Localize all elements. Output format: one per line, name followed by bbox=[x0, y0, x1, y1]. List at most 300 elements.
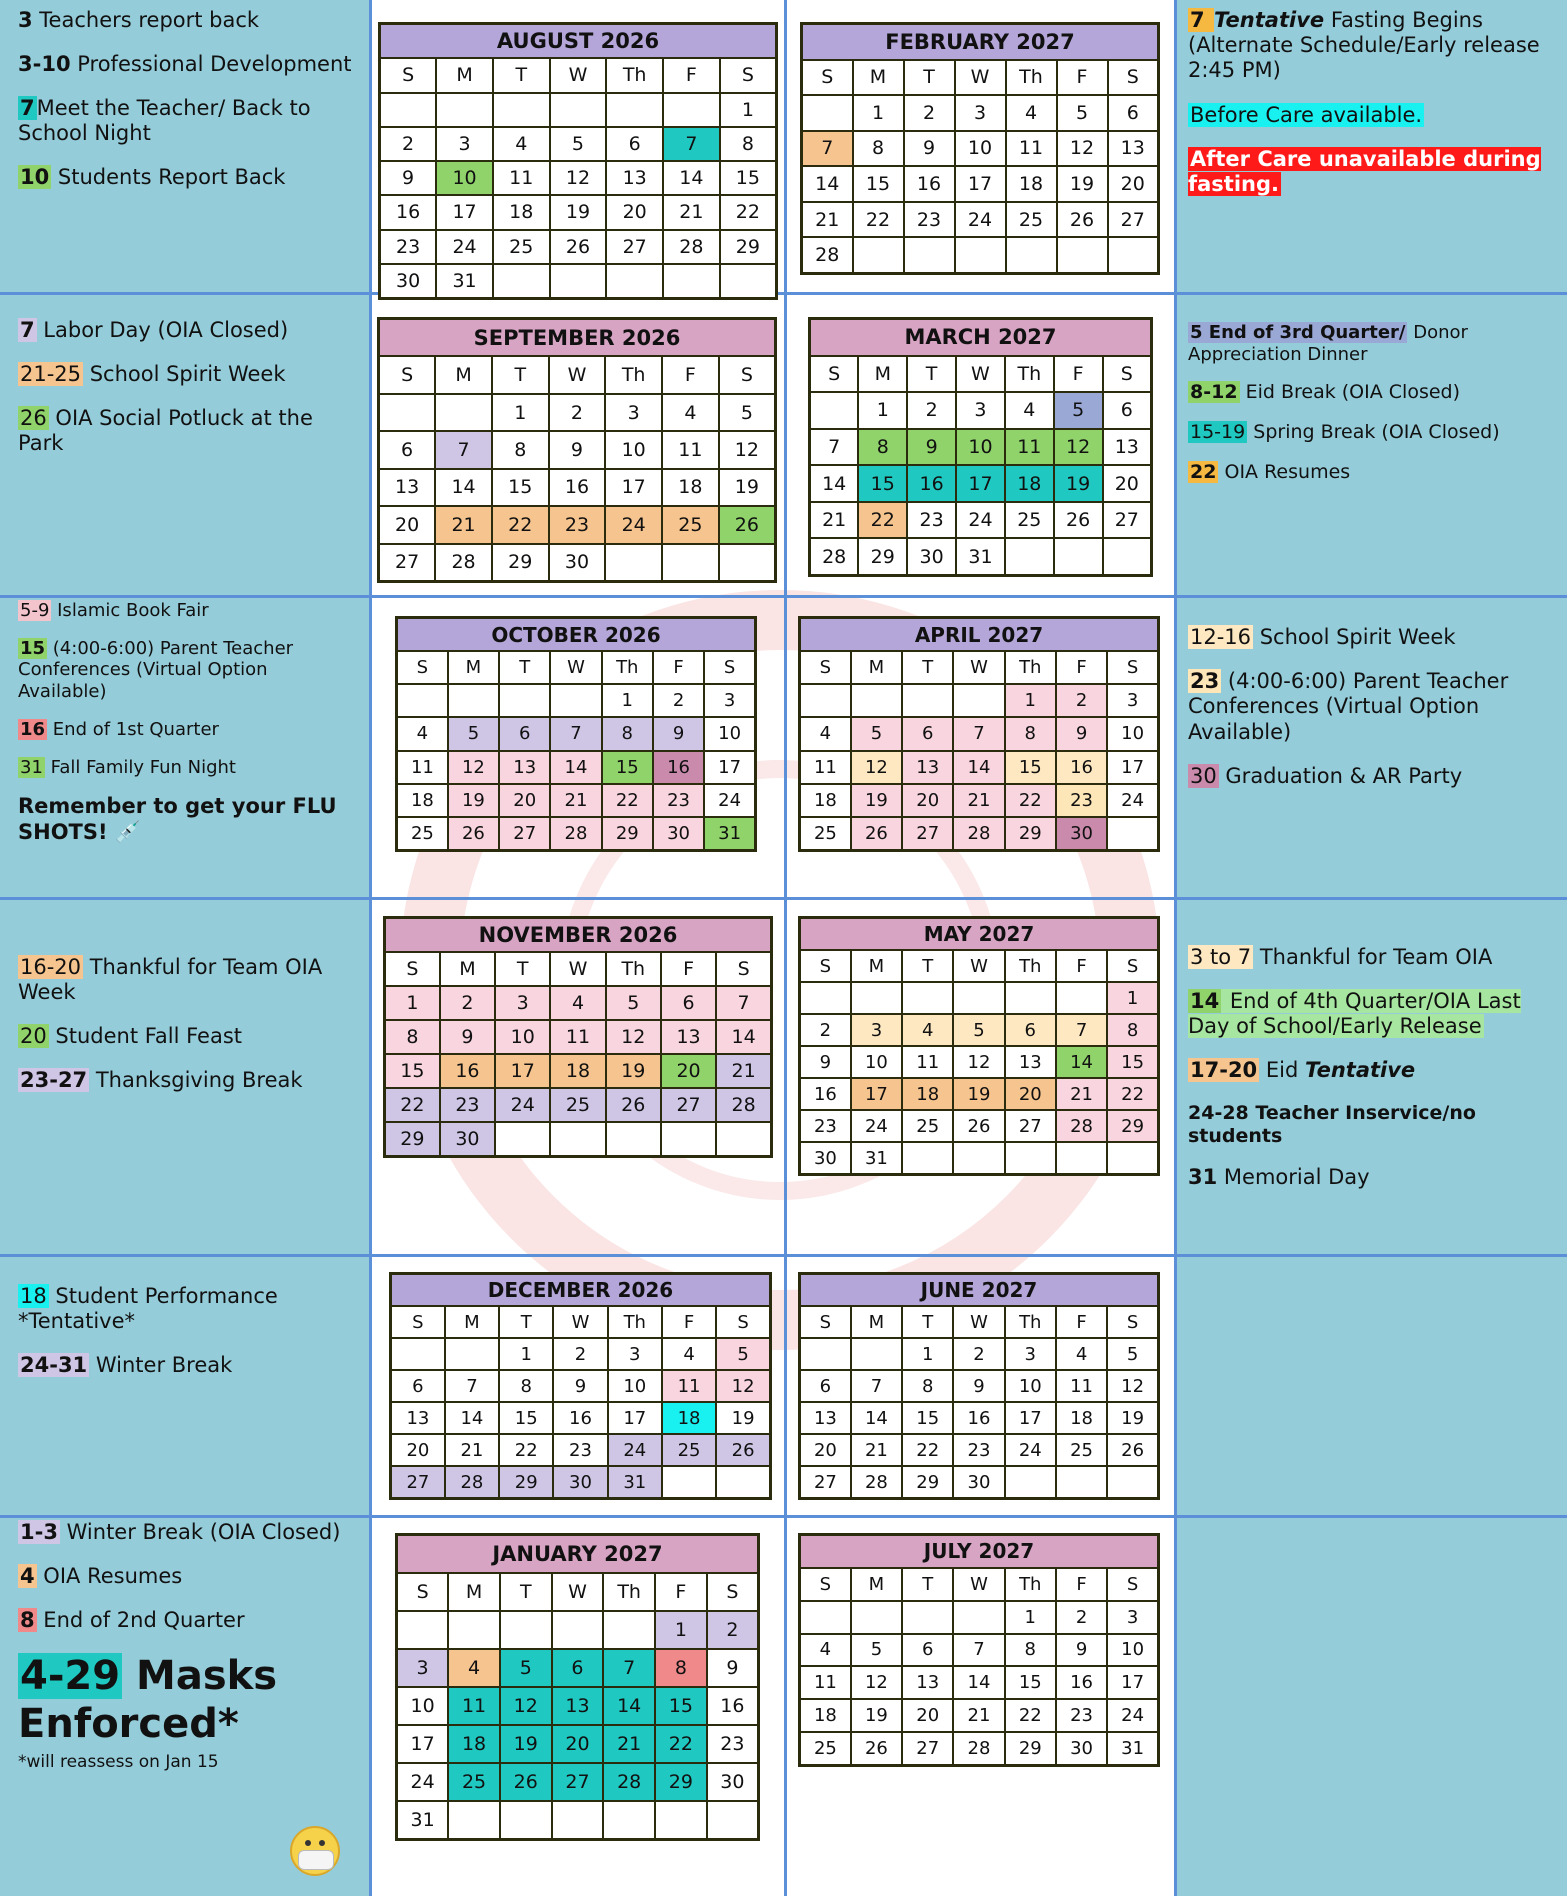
calendar-week-row bbox=[379, 544, 776, 582]
calendar-day: 22 bbox=[499, 1434, 553, 1466]
calendar-day: 25 bbox=[493, 230, 550, 264]
calendar-feb-2027 bbox=[800, 22, 1160, 275]
calendar-empty-day bbox=[800, 1338, 851, 1370]
calendar-day: 1 bbox=[1005, 684, 1056, 717]
calendar-day: 23 bbox=[549, 506, 606, 543]
right-note bbox=[1188, 764, 1560, 789]
note-highlight: 3 to 7 bbox=[1190, 945, 1252, 969]
weekday-label: W bbox=[953, 651, 1004, 684]
note-highlight: 26 bbox=[20, 406, 47, 431]
calendar-day: 8 bbox=[902, 1370, 953, 1402]
note-text: School Spirit Week bbox=[1253, 625, 1456, 649]
calendar-day: 24 bbox=[436, 230, 493, 264]
calendar-day: 27 bbox=[379, 544, 436, 582]
note-highlight: 15-19 bbox=[1190, 421, 1246, 444]
calendar-empty-day bbox=[902, 982, 953, 1014]
weekday-label: T bbox=[902, 1568, 953, 1601]
calendar-day: 29 bbox=[1005, 817, 1056, 851]
weekday-label: S bbox=[379, 356, 436, 393]
calendar-weekday-row bbox=[800, 1306, 1159, 1338]
note-highlight: 8-12 bbox=[1190, 381, 1238, 404]
right-note bbox=[1188, 381, 1560, 404]
calendar-day: 19 bbox=[1054, 465, 1103, 502]
calendar-day: 11 bbox=[493, 161, 550, 195]
calendar-week-row bbox=[379, 431, 776, 468]
calendar-day: 6 bbox=[902, 717, 953, 750]
weekday-label: W bbox=[953, 950, 1004, 982]
calendar-day: 21 bbox=[810, 502, 859, 539]
calendar-day: 17 bbox=[1107, 751, 1158, 784]
calendar-day: 23 bbox=[1056, 784, 1107, 817]
calendar-day: 4 bbox=[397, 717, 448, 750]
calendar-day: 22 bbox=[1107, 1078, 1158, 1110]
calendar-day: 13 bbox=[661, 1020, 716, 1054]
left-note bbox=[18, 52, 360, 77]
calendar-day: 9 bbox=[1056, 717, 1107, 750]
calendar-empty-day bbox=[1005, 982, 1056, 1014]
calendar-day: 31 bbox=[956, 538, 1005, 575]
right-note bbox=[1188, 103, 1560, 128]
calendar-jul-2027 bbox=[798, 1533, 1160, 1767]
calendar-day: 20 bbox=[661, 1054, 716, 1088]
calendar-day: 2 bbox=[549, 394, 606, 431]
weekday-label: Th bbox=[1005, 1568, 1056, 1601]
calendar-week-row bbox=[810, 429, 1152, 466]
weekday-label: M bbox=[445, 1306, 499, 1338]
mask-shape bbox=[298, 1850, 334, 1870]
calendar-day: 27 bbox=[661, 1088, 716, 1122]
calendar-day: 5 bbox=[500, 1649, 552, 1687]
calendar-dec-2026 bbox=[389, 1272, 772, 1500]
note-highlight: 7 bbox=[20, 318, 35, 342]
calendar-day: 20 bbox=[1005, 1078, 1056, 1110]
calendar-week-row bbox=[800, 1046, 1159, 1078]
calendar-day: 16 bbox=[800, 1078, 851, 1110]
weekday-label: T bbox=[492, 356, 549, 393]
calendar-day: 23 bbox=[800, 1110, 851, 1142]
calendar-day: 7 bbox=[802, 131, 853, 167]
calendar-day: 26 bbox=[719, 506, 776, 543]
note-highlight: 16 bbox=[20, 718, 46, 740]
calendar-day: 6 bbox=[661, 986, 716, 1020]
calendar-week-row bbox=[810, 502, 1152, 539]
calendar-day: 3 bbox=[1005, 1338, 1056, 1370]
calendar-week-row bbox=[800, 1142, 1159, 1175]
calendar-day: 13 bbox=[1108, 131, 1159, 167]
calendar-day: 19 bbox=[550, 195, 607, 229]
calendar-day: 16 bbox=[907, 465, 956, 502]
calendar-day: 17 bbox=[495, 1054, 550, 1088]
calendar-day: 17 bbox=[608, 1402, 662, 1434]
calendar-empty-day bbox=[662, 544, 719, 582]
calendar-day: 29 bbox=[385, 1122, 440, 1157]
calendar-day: 21 bbox=[663, 195, 720, 229]
calendar-week-row bbox=[800, 982, 1159, 1014]
note-text: Labor Day (OIA Closed) bbox=[36, 318, 289, 342]
calendar-day: 28 bbox=[550, 817, 601, 851]
note-highlight: 17-20 bbox=[1190, 1058, 1258, 1083]
weekday-label: Th bbox=[606, 952, 661, 986]
calendar-day: 25 bbox=[397, 817, 448, 851]
calendar-week-row bbox=[385, 986, 772, 1020]
calendar-empty-day bbox=[719, 544, 776, 582]
calendar-day: 24 bbox=[851, 1110, 902, 1142]
calendar-day: 30 bbox=[800, 1142, 851, 1175]
calendar-day: 4 bbox=[493, 127, 550, 161]
calendar-day: 4 bbox=[662, 394, 719, 431]
note-text: 3-10 bbox=[18, 52, 71, 77]
weekday-label: W bbox=[553, 1306, 607, 1338]
calendar-day: 13 bbox=[606, 161, 663, 195]
weekday-label: F bbox=[1054, 356, 1103, 393]
calendar-day: 16 bbox=[1056, 751, 1107, 784]
calendar-empty-day bbox=[902, 1142, 953, 1175]
calendar-day: 16 bbox=[904, 166, 955, 202]
weekday-label: W bbox=[953, 1306, 1004, 1338]
left-note bbox=[18, 318, 360, 343]
calendar-empty-day bbox=[720, 264, 777, 299]
calendar-day: 10 bbox=[608, 1370, 662, 1402]
calendar-day: 28 bbox=[953, 817, 1004, 851]
calendar-day: 20 bbox=[499, 784, 550, 817]
calendar-day: 17 bbox=[605, 469, 662, 506]
calendar-month-title: DECEMBER 2026 bbox=[391, 1274, 771, 1307]
calendar-week-row bbox=[800, 1601, 1159, 1634]
calendar-day: 30 bbox=[707, 1763, 759, 1801]
calendar-weekday-row bbox=[800, 950, 1159, 982]
calendar-day: 15 bbox=[1005, 1666, 1056, 1699]
calendar-day: 12 bbox=[719, 431, 776, 468]
calendar-week-row bbox=[391, 1434, 771, 1466]
calendar-weekday-row bbox=[379, 356, 776, 393]
calendar-sep-2026 bbox=[377, 317, 777, 583]
weekday-label: M bbox=[440, 952, 495, 986]
calendar-title-row bbox=[810, 319, 1152, 356]
calendar-day: 25 bbox=[800, 1732, 851, 1765]
calendar-week-row bbox=[391, 1466, 771, 1499]
calendar-day: 29 bbox=[1107, 1110, 1158, 1142]
calendar-day: 8 bbox=[602, 717, 653, 750]
calendar-empty-day bbox=[663, 264, 720, 299]
calendar-title-row bbox=[800, 918, 1159, 951]
calendar-empty-day bbox=[1005, 1466, 1056, 1499]
calendar-day: 2 bbox=[907, 392, 956, 429]
calendar-day: 29 bbox=[1005, 1732, 1056, 1765]
calendar-title-row bbox=[380, 24, 777, 59]
right-note bbox=[1188, 989, 1560, 1039]
calendar-empty-day bbox=[1108, 237, 1159, 273]
calendar-empty-day bbox=[499, 684, 550, 717]
weekday-label: Th bbox=[602, 651, 653, 684]
calendar-day: 14 bbox=[810, 465, 859, 502]
calendar-empty-day bbox=[493, 264, 550, 299]
weekday-label: T bbox=[499, 1306, 553, 1338]
weekday-label: F bbox=[655, 1573, 707, 1611]
calendar-jun-2027 bbox=[798, 1272, 1160, 1500]
calendar-day: 16 bbox=[653, 751, 704, 784]
calendar-day: 16 bbox=[549, 469, 606, 506]
calendar-week-row bbox=[380, 264, 777, 299]
calendar-day: 10 bbox=[605, 431, 662, 468]
note-highlight: 22 bbox=[1190, 461, 1217, 484]
calendar-day: 28 bbox=[851, 1466, 902, 1499]
calendar-day: 6 bbox=[1108, 95, 1159, 131]
calendar-day: 22 bbox=[858, 502, 907, 539]
left-note bbox=[18, 1564, 360, 1589]
calendar-day: 24 bbox=[1107, 784, 1158, 817]
calendar-day: 24 bbox=[605, 506, 662, 543]
calendar-day: 18 bbox=[448, 1725, 500, 1763]
left-note bbox=[18, 1752, 360, 1772]
calendar-day: 12 bbox=[851, 1666, 902, 1699]
weekday-label: S bbox=[800, 651, 851, 684]
calendar-may-2027 bbox=[798, 916, 1160, 1176]
calendar-day: 27 bbox=[552, 1763, 604, 1801]
right-note bbox=[1188, 945, 1560, 970]
calendar-day: 25 bbox=[448, 1763, 500, 1801]
note-text: Meet the Teacher/ Back to School Night bbox=[18, 96, 311, 146]
calendar-day: 27 bbox=[1005, 1110, 1056, 1142]
weekday-label: S bbox=[707, 1573, 759, 1611]
calendar-day: 18 bbox=[662, 469, 719, 506]
calendar-day: 23 bbox=[1056, 1699, 1107, 1732]
calendar-day: 15 bbox=[1005, 751, 1056, 784]
note-text: 31 bbox=[1188, 1165, 1218, 1190]
weekday-label: S bbox=[1107, 651, 1158, 684]
calendar-day: 28 bbox=[603, 1763, 655, 1801]
calendar-title-row bbox=[800, 618, 1159, 652]
calendar-week-row bbox=[800, 1732, 1159, 1765]
calendar-empty-day bbox=[436, 93, 493, 127]
weekday-label: F bbox=[1056, 651, 1107, 684]
note-highlight: 23-27 bbox=[20, 1068, 88, 1093]
calendar-day: 22 bbox=[492, 506, 549, 543]
calendar-week-row bbox=[397, 1611, 759, 1649]
calendar-day: 14 bbox=[953, 751, 1004, 784]
calendar-day: 20 bbox=[902, 1699, 953, 1732]
calendar-day: 18 bbox=[550, 1054, 605, 1088]
calendar-day: 20 bbox=[902, 784, 953, 817]
calendar-day: 10 bbox=[397, 1687, 449, 1725]
calendar-week-row bbox=[800, 751, 1159, 784]
calendar-empty-day bbox=[448, 1611, 500, 1649]
right-note bbox=[1188, 147, 1560, 197]
calendar-day: 1 bbox=[1107, 982, 1158, 1014]
calendar-empty-day bbox=[606, 93, 663, 127]
calendar-day: 13 bbox=[1005, 1046, 1056, 1078]
calendar-day: 29 bbox=[720, 230, 777, 264]
calendar-day: 8 bbox=[499, 1370, 553, 1402]
calendar-empty-day bbox=[397, 1611, 449, 1649]
calendar-day: 6 bbox=[391, 1370, 445, 1402]
calendar-day: 22 bbox=[853, 202, 904, 238]
calendar-day: 15 bbox=[1107, 1046, 1158, 1078]
calendar-day: 9 bbox=[707, 1649, 759, 1687]
calendar-day: 21 bbox=[716, 1054, 771, 1088]
calendar-empty-day bbox=[707, 1801, 759, 1840]
calendar-day: 11 bbox=[550, 1020, 605, 1054]
left-note bbox=[18, 362, 360, 387]
right-note bbox=[1188, 1165, 1560, 1190]
calendar-week-row bbox=[802, 95, 1159, 131]
calendar-day: 18 bbox=[1005, 465, 1054, 502]
left-notes bbox=[18, 600, 360, 849]
calendar-day: 25 bbox=[662, 506, 719, 543]
calendar-day: 2 bbox=[380, 127, 437, 161]
calendar-day: 11 bbox=[397, 751, 448, 784]
note-highlight: 30 bbox=[1190, 763, 1217, 788]
calendar-day: 5 bbox=[550, 127, 607, 161]
calendar-day: 6 bbox=[606, 127, 663, 161]
calendar-day: 2 bbox=[953, 1338, 1004, 1370]
weekday-label: Th bbox=[1005, 950, 1056, 982]
calendar-day: 23 bbox=[907, 502, 956, 539]
calendar-empty-day bbox=[448, 684, 499, 717]
right-note bbox=[1188, 322, 1560, 365]
calendar-day: 8 bbox=[492, 431, 549, 468]
calendar-day: 29 bbox=[902, 1466, 953, 1499]
note-text: Tentative bbox=[1304, 1058, 1416, 1083]
right-notes bbox=[1188, 625, 1560, 808]
calendar-day: 25 bbox=[550, 1088, 605, 1122]
calendar-empty-day bbox=[1103, 538, 1152, 575]
calendar-week-row bbox=[397, 1649, 759, 1687]
weekday-label: T bbox=[907, 356, 956, 393]
calendar-day: 1 bbox=[492, 394, 549, 431]
note-text: Fasting Begins (Alternate Schedule/Early release 2:45 PM) bbox=[1188, 8, 1540, 83]
note-text: End of 1st Quarter bbox=[47, 718, 219, 740]
weekday-label: T bbox=[500, 1573, 552, 1611]
calendar-weekday-row bbox=[385, 952, 772, 986]
calendar-week-row bbox=[800, 1634, 1159, 1667]
left-note bbox=[18, 96, 360, 146]
calendar-day: 21 bbox=[953, 784, 1004, 817]
weekday-label: S bbox=[397, 651, 448, 684]
calendar-day: 20 bbox=[800, 1434, 851, 1466]
calendar-day: 30 bbox=[380, 264, 437, 299]
calendar-week-row bbox=[802, 237, 1159, 273]
calendar-weekday-row bbox=[397, 651, 756, 684]
calendar-day: 24 bbox=[956, 502, 1005, 539]
calendar-month-title: MAY 2027 bbox=[800, 918, 1159, 951]
calendar-week-row bbox=[397, 1687, 759, 1725]
calendar-day: 10 bbox=[851, 1046, 902, 1078]
calendar-day: 26 bbox=[1057, 202, 1108, 238]
note-highlight: 5-9 bbox=[20, 600, 50, 621]
calendar-day: 6 bbox=[1005, 1014, 1056, 1046]
calendar-day: 7 bbox=[716, 986, 771, 1020]
weekday-label: S bbox=[380, 58, 437, 92]
note-text: Memorial Day bbox=[1217, 1165, 1370, 1190]
weekday-label: T bbox=[902, 1306, 953, 1338]
right-notes bbox=[1188, 322, 1560, 501]
calendar-day: 5 bbox=[719, 394, 776, 431]
calendar-empty-day bbox=[953, 982, 1004, 1014]
calendar-day: 28 bbox=[953, 1732, 1004, 1765]
weekday-label: M bbox=[851, 1568, 902, 1601]
calendar-day: 16 bbox=[553, 1402, 607, 1434]
weekday-label: S bbox=[391, 1306, 445, 1338]
calendar-empty-day bbox=[661, 1122, 716, 1157]
calendar-week-row bbox=[800, 1110, 1159, 1142]
calendar-day: 3 bbox=[397, 1649, 449, 1687]
note-text: Eid bbox=[1259, 1058, 1305, 1083]
calendar-day: 21 bbox=[802, 202, 853, 238]
calendar-day: 15 bbox=[902, 1402, 953, 1434]
calendar-title-row bbox=[800, 1274, 1159, 1307]
calendar-week-row bbox=[800, 1402, 1159, 1434]
weekday-label: F bbox=[663, 58, 720, 92]
weekday-label: S bbox=[704, 651, 755, 684]
weekday-label: S bbox=[810, 356, 859, 393]
right-notes-cell bbox=[1175, 1516, 1567, 1896]
weekday-label: W bbox=[955, 60, 1006, 96]
calendar-week-row bbox=[391, 1338, 771, 1370]
note-text: Remember to get your FLU SHOTS! 💉 bbox=[18, 794, 337, 844]
weekday-label: W bbox=[953, 1568, 1004, 1601]
calendar-day: 20 bbox=[1103, 465, 1152, 502]
calendar-day: 29 bbox=[499, 1466, 553, 1499]
note-text: End of 2nd Quarter bbox=[36, 1608, 245, 1633]
calendar-day: 28 bbox=[435, 544, 492, 582]
calendar-day: 8 bbox=[1107, 1014, 1158, 1046]
calendar-month-title: OCTOBER 2026 bbox=[397, 618, 756, 652]
calendar-day: 11 bbox=[448, 1687, 500, 1725]
note-highlight: 5 End of 3rd Quarter/ bbox=[1190, 322, 1406, 343]
weekday-label: W bbox=[956, 356, 1005, 393]
note-text: Winter Break bbox=[89, 1353, 233, 1378]
calendar-month-title: NOVEMBER 2026 bbox=[385, 918, 772, 953]
calendar-empty-day bbox=[379, 394, 436, 431]
note-highlight: 4 bbox=[20, 1564, 35, 1589]
calendar-week-row bbox=[802, 166, 1159, 202]
note-highlight: 21-25 bbox=[20, 362, 82, 387]
left-note bbox=[18, 1024, 360, 1049]
calendar-title-row bbox=[397, 1535, 759, 1574]
calendar-empty-day bbox=[853, 237, 904, 273]
calendar-week-row bbox=[385, 1088, 772, 1122]
calendar-month-title: JUNE 2027 bbox=[800, 1274, 1159, 1307]
calendar-empty-day bbox=[495, 1122, 550, 1157]
calendar-weekday-row bbox=[800, 1568, 1159, 1601]
note-highlight: 1-3 bbox=[20, 1520, 58, 1544]
weekday-label: S bbox=[1107, 1306, 1158, 1338]
note-highlight: After Care unavailable during fasting. bbox=[1188, 146, 1541, 196]
left-note bbox=[18, 794, 360, 844]
left-note bbox=[18, 719, 360, 741]
calendar-day: 7 bbox=[851, 1370, 902, 1402]
weekday-label: S bbox=[719, 356, 776, 393]
calendar-day: 23 bbox=[707, 1725, 759, 1763]
calendar-week-row bbox=[802, 131, 1159, 167]
calendar-day: 3 bbox=[704, 684, 755, 717]
calendar-day: 15 bbox=[720, 161, 777, 195]
calendar-day: 19 bbox=[448, 784, 499, 817]
calendar-day: 13 bbox=[800, 1402, 851, 1434]
calendar-empty-day bbox=[953, 1601, 1004, 1634]
weekday-label: W bbox=[552, 1573, 604, 1611]
calendar-week-row bbox=[800, 817, 1159, 851]
calendar-day: 13 bbox=[552, 1687, 604, 1725]
note-text: Professional Development bbox=[70, 52, 352, 77]
calendar-day: 24 bbox=[1005, 1434, 1056, 1466]
calendar-day: 24 bbox=[608, 1434, 662, 1466]
calendar-day: 5 bbox=[1057, 95, 1108, 131]
calendar-day: 1 bbox=[385, 986, 440, 1020]
weekday-label: W bbox=[550, 651, 601, 684]
calendar-day: 28 bbox=[445, 1466, 499, 1499]
calendar-day: 11 bbox=[662, 1370, 716, 1402]
